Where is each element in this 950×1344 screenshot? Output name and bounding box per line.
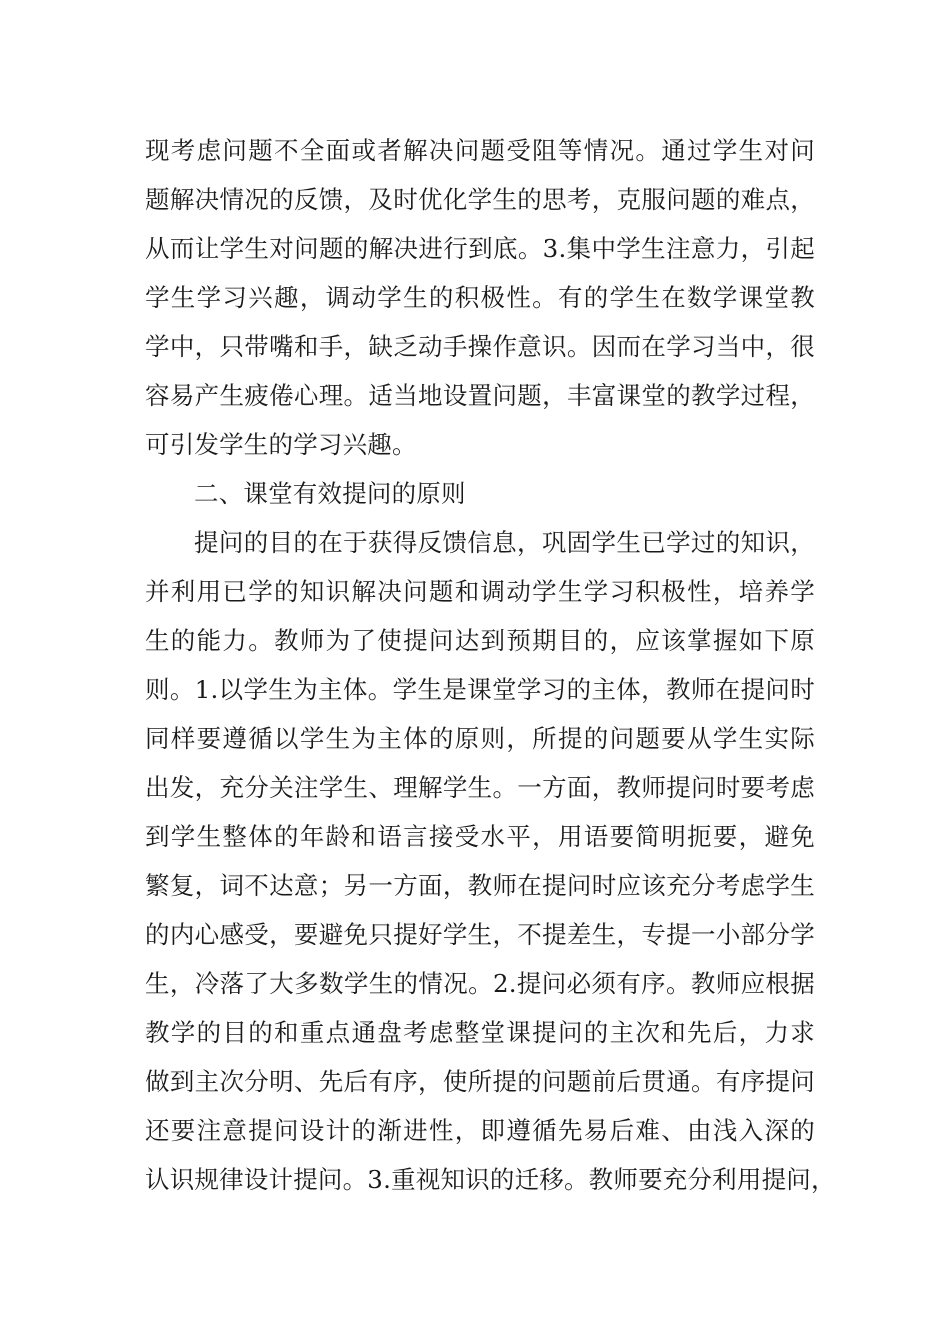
text-line: 学生学习兴趣，调动学生的积极性。有的学生在数学课堂教 bbox=[145, 283, 815, 312]
text-line: 生，冷落了大多数学生的情况。2.提问必须有序。教师应根据 bbox=[145, 969, 815, 998]
text-line: 还要注意提问设计的渐进性，即遵循先易后难、由浅入深的 bbox=[145, 1116, 815, 1145]
text-line: 繁复，词不达意；另一方面，教师在提问时应该充分考虑学生 bbox=[145, 871, 815, 900]
text-line: 从而让学生对问题的解决进行到底。3.集中学生注意力，引起 bbox=[145, 234, 815, 263]
text-line: 容易产生疲倦心理。适当地设置问题，丰富课堂的教学过程， bbox=[145, 381, 815, 410]
text-line: 做到主次分明、先后有序，使所提的问题前后贯通。有序提问 bbox=[145, 1067, 815, 1096]
text-line: 并利用已学的知识解决问题和调动学生学习积极性，培养学 bbox=[145, 577, 815, 606]
text-line: 认识规律设计提问。3.重视知识的迁移。教师要充分利用提问， bbox=[145, 1165, 836, 1194]
text-line: 则。1.以学生为主体。学生是课堂学习的主体，教师在提问时 bbox=[145, 675, 815, 704]
text-line: 教学的目的和重点通盘考虑整堂课提问的主次和先后，力求 bbox=[145, 1018, 815, 1047]
text-line: 出发，充分关注学生、理解学生。一方面，教师提问时要考虑 bbox=[145, 773, 815, 802]
text-line: 可引发学生的学习兴趣。 bbox=[145, 430, 417, 459]
text-line: 现考虑问题不全面或者解决问题受阻等情况。通过学生对问 bbox=[145, 136, 815, 165]
text-line: 生的能力。教师为了使提问达到预期目的，应该掌握如下原 bbox=[145, 626, 815, 655]
text-line: 到学生整体的年龄和语言接受水平，用语要简明扼要，避免 bbox=[145, 822, 815, 851]
text-line: 同样要遵循以学生为主体的原则，所提的问题要从学生实际 bbox=[145, 724, 815, 753]
section-heading: 二、课堂有效提问的原则 bbox=[194, 479, 466, 508]
text-line: 学中，只带嘴和手，缺乏动手操作意识。因而在学习当中，很 bbox=[145, 332, 815, 361]
body-text bbox=[145, 126, 836, 1204]
text-line: 题解决情况的反馈，及时优化学生的思考，克服问题的难点， bbox=[145, 185, 815, 214]
paragraph-first-line: 提问的目的在于获得反馈信息，巩固学生已学过的知识， bbox=[194, 528, 815, 557]
text-line: 的内心感受，要避免只提好学生，不提差生，专提一小部分学 bbox=[145, 920, 815, 949]
